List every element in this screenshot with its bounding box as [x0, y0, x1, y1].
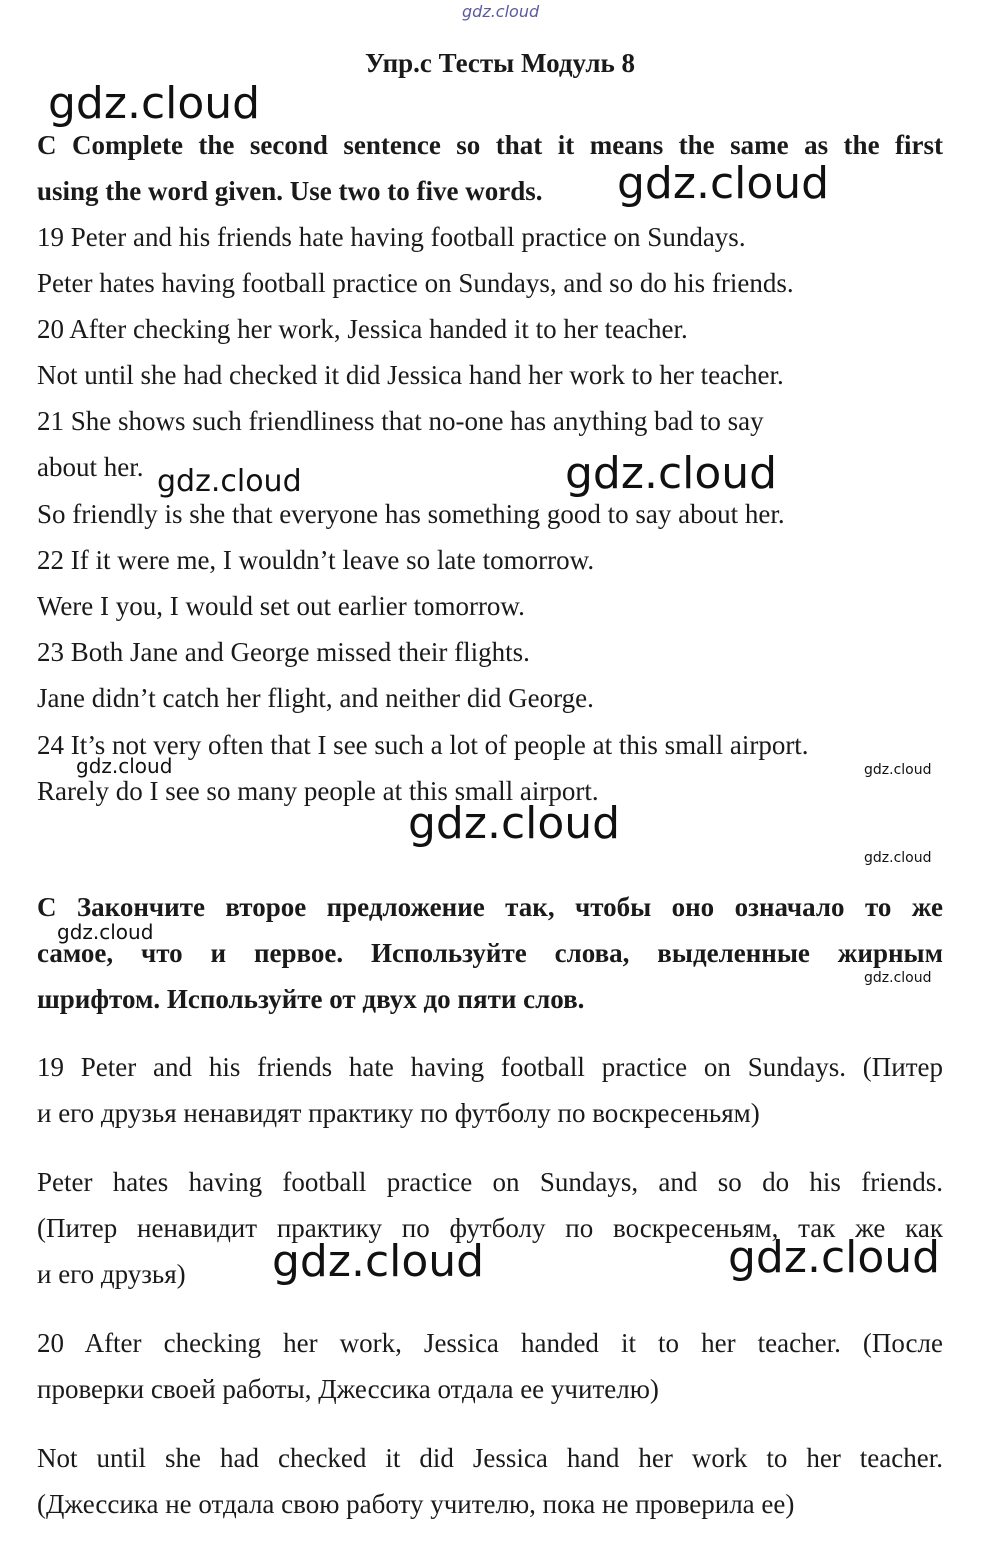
watermark: gdz.cloud — [57, 920, 154, 944]
text-line: и его друзья) — [37, 1259, 186, 1289]
watermark: gdz.cloud — [864, 762, 932, 778]
instruction-en-line-1: C Complete the second sentence so that it means the same as the first — [37, 130, 943, 160]
text-line: 23 Both Jane and George missed their flights. — [37, 637, 530, 667]
text-line: 21 She shows such friendliness that no-one has anything bad to say — [37, 406, 764, 436]
text-line: 22 If it were me, I wouldn’t leave so late tomorrow. — [37, 545, 595, 575]
text-line: Were I you, I would set out earlier tomorrow. — [37, 591, 525, 621]
text-line: (Джессика не отдала свою работу учителю, пока не проверила ее) — [37, 1489, 795, 1519]
instruction-ru-line-2: самое, что и первое. Используйте слова, выделенные жирным — [37, 938, 943, 968]
text-line: about her. — [37, 452, 144, 482]
instruction-en-line-2: using the word given. Use two to five words. — [37, 176, 543, 206]
watermark: gdz.cloud — [272, 1236, 485, 1287]
text-line: 19 Peter and his friends hate having football practice on Sundays. (Питер — [37, 1052, 943, 1082]
instruction-ru-line-3: шрифтом. Используйте от двух до пяти слов. — [37, 984, 585, 1014]
text-line: Not until she had checked it did Jessica hand her work to her teacher. — [37, 1443, 943, 1473]
text-line: и его друзья ненавидят практику по футболу по воскресеньям) — [37, 1098, 760, 1128]
watermark: gdz.cloud — [157, 464, 302, 499]
text-line: Rarely do I see so many people at this small airport. — [37, 776, 599, 806]
watermark: gdz.cloud — [864, 850, 932, 866]
text-line: 24 It’s not very often that I see such a lot of people at this small airport. — [37, 730, 809, 760]
watermark: gdz.cloud — [408, 798, 621, 849]
watermark: gdz.cloud — [48, 78, 261, 129]
text-line: 19 Peter and his friends hate having football practice on Sundays. — [37, 222, 746, 252]
text-line: 20 After checking her work, Jessica handed it to her teacher. (После — [37, 1328, 943, 1358]
text-line: So friendly is she that everyone has something good to say about her. — [37, 499, 785, 529]
watermark: gdz.cloud — [617, 158, 830, 209]
watermark: gdz.cloud — [728, 1232, 941, 1283]
text-line: проверки своей работы, Джессика отдала ее учителю) — [37, 1374, 659, 1404]
text-line: Peter hates having football practice on Sundays, and so do his friends. — [37, 1167, 943, 1197]
text-line: Not until she had checked it did Jessica hand her work to her teacher. — [37, 360, 784, 390]
text-line: 20 After checking her work, Jessica handed it to her teacher. — [37, 314, 688, 344]
text-line: Peter hates having football practice on Sundays, and so do his friends. — [37, 268, 794, 298]
watermark: gdz.cloud — [76, 754, 173, 778]
text-line: Jane didn’t catch her flight, and neither did George. — [37, 683, 594, 713]
page-title: Упр.с Тесты Модуль 8 — [364, 48, 636, 78]
instruction-ru-line-1: С Закончите второе предложение так, чтобы оно означало то же — [37, 892, 943, 922]
watermark-top: gdz.cloud — [462, 2, 540, 21]
watermark: gdz.cloud — [565, 448, 778, 499]
text-line: (Питер ненавидит практику по футболу по воскресеньям, так же как — [37, 1213, 943, 1243]
watermark: gdz.cloud — [864, 970, 932, 986]
